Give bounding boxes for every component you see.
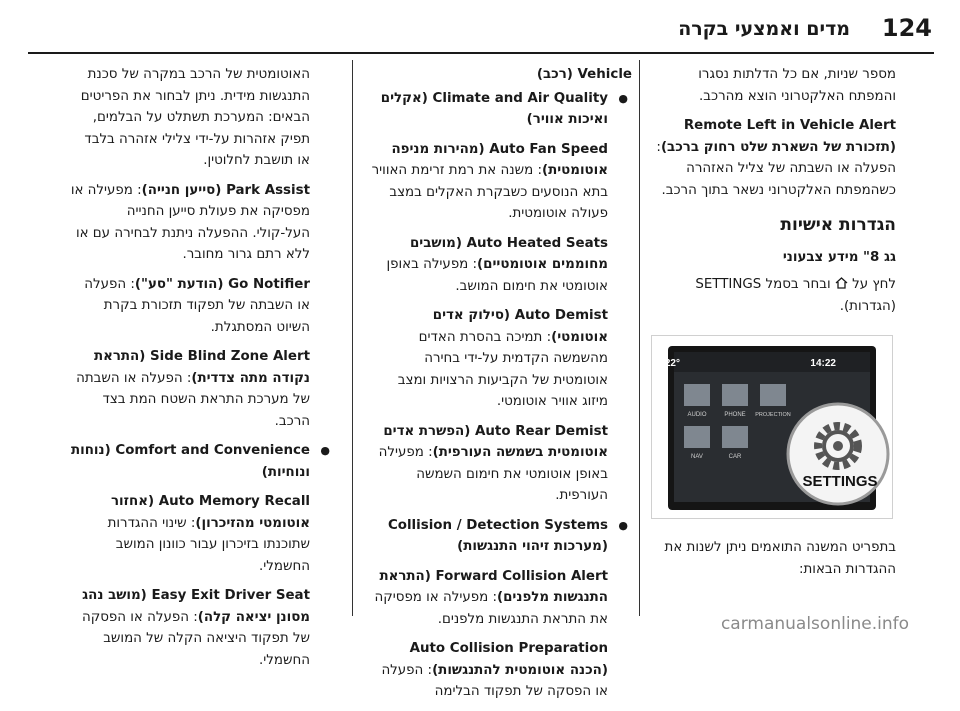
easy-exit-text: : הפעלה או הפסקה של תפקוד היציאה הקלה של המושב החשמלי.	[81, 609, 310, 668]
app-label-nav: NAV	[691, 454, 703, 460]
park-item	[70, 180, 310, 266]
settings-screen-figure	[651, 335, 893, 519]
column-divider-left	[352, 60, 353, 616]
page-header	[0, 0, 960, 52]
acp-title: Auto Collision Preparation (הכנה אוטומטית להתנגשות)	[409, 641, 608, 678]
intro-paragraph: מספר שניות, אם כל הדלתות נסגרו והמפתח האלקטרוני הוצא מהרכב.	[698, 67, 896, 104]
remote-left-item	[650, 115, 896, 201]
seats-item	[370, 233, 608, 298]
fca-text: : מפעילה או מפסיקה את התראת התנגשות מלפנים.	[374, 590, 608, 627]
climate-bullet: ● Climate and Air Quality (אקלים ואיכות אוויר)	[370, 88, 608, 131]
settings-callout-label: SETTINGS	[802, 473, 878, 490]
go-notifier-title: Go Notifier (הודעת "סע")	[134, 276, 310, 292]
rear-demist-text: : מפעילה באופן אוטומטי את חימום השמשה העורפית.	[378, 445, 608, 503]
park-text: : מפעילה או מפסיקה את פעולת סייען החנייה העל-קולי. ההפעלה ניתנת לבחירה עם או ללא רתם גרור מחובר.	[70, 182, 310, 262]
figure-caption: בתפריט המשנה התואמים ניתן לשנות את ההגדרות הבאות:	[664, 540, 896, 577]
go-notifier-item	[70, 274, 310, 339]
memory-text: : שינוי ההגדרות שתוכנתו בזיכרון עבור כוונון המושב החשמלי.	[107, 515, 310, 574]
fan-item	[370, 139, 608, 225]
sbza-text: : הפעלה או השבתה של מערכת התראת השטח המת בצד הרכב.	[76, 370, 310, 429]
easy-exit-item	[70, 585, 310, 671]
settings-zoom-callout[interactable]	[788, 404, 888, 504]
personal-settings-heading: הגדרות אישיות	[780, 215, 896, 235]
fca-title: Forward Collision Alert (התראת התנגשות מלפנים)	[379, 568, 608, 605]
left-column	[70, 64, 310, 679]
comfort-bullet: ● Comfort and Convenience (נוחות ונוחיות)	[70, 440, 310, 483]
acp-text: : הפעלה או הפסקה של תפקוד הבלימה	[381, 662, 608, 699]
app-label-audio: AUDIO	[687, 412, 707, 418]
app-label-phone: PHONE	[724, 412, 746, 418]
rear-demist-item	[370, 421, 608, 507]
app-phone[interactable]	[722, 384, 748, 418]
remote-left-text: : הפעלה או השבתה של צליל האזהרה כשהמפתח האלקטרוני נשאר בתוך הרכב.	[656, 139, 896, 198]
seats-title: Auto Heated Seats (מושבים מחוממים אוטומטיים)	[409, 235, 608, 272]
infotainment-screen	[652, 336, 892, 518]
column-divider-right	[639, 60, 640, 616]
sbza-item	[70, 346, 310, 432]
fca-item	[370, 566, 608, 631]
right-column	[650, 64, 896, 588]
demist-title: Auto Demist (סילוק אדים אוטומטי)	[432, 308, 608, 345]
gauge-heading: גג 8" מידע צבעוני	[782, 249, 896, 265]
acp-item	[370, 638, 608, 703]
acp-continued: האוטומטית של הרכב במקרה של סכנת התנגשות מידית. ניתן לבחור את הפריטים הבאים: המערכת תשתלט על הבלמים, תפיק אזהרות על-ידי צלילי אזהרה בלבד או תושבת לחלוטין.	[80, 67, 310, 168]
middle-column	[370, 64, 632, 711]
fan-text: : משנה את רמת זרימת האוויר בתא הנוסעים כשבקרת האקלים במצב פעולה אוטומטית.	[371, 163, 608, 221]
home-icon	[835, 277, 848, 289]
header-rule	[28, 52, 934, 54]
app-label-car: CAR	[728, 454, 742, 460]
app-projection[interactable]	[755, 384, 790, 418]
memory-item	[70, 491, 310, 577]
page-title: מדים ואמצעי בקרה	[678, 18, 850, 40]
press-instruction: לחץ על ובחר בסמל SETTINGS (הגדרות).	[695, 277, 896, 314]
app-audio[interactable]	[684, 384, 710, 418]
remote-left-title: Remote Left in Vehicle Alert (תזכורת של השארת שלט רחוק ברכב)	[660, 118, 896, 155]
page-number: 124	[881, 14, 932, 42]
watermark: carmanualsonline.info	[720, 614, 910, 634]
screen-clock: 14:22	[810, 358, 836, 369]
collision-bullet: ● Collision / Detection Systems (מערכות זיהוי התנגשות)	[370, 515, 608, 558]
demist-item	[370, 305, 608, 413]
sbza-title: Side Blind Zone Alert (התראת נקודה מתה צדדית)	[93, 349, 310, 386]
vehicle-section-title: Vehicle (רכב)	[536, 67, 632, 82]
park-title: Park Assist (סייען חנייה)	[141, 182, 310, 198]
screen-temp: 22°	[664, 358, 680, 369]
seats-text: : מפעילה באופן אוטומטי את חימום המושב.	[386, 257, 608, 294]
demist-text: : תמיכה בהסרת האדים מהשמשה הקדמית על-ידי בחירה אוטומטית של הקביעות הרצויות ומצב מיזוג אוויר אוטומטי.	[397, 329, 608, 409]
easy-exit-title: Easy Exit Driver Seat (מושב נהג מסונן יציאה קלה)	[82, 588, 310, 625]
go-notifier-text: : הפעלה או השבתה של תפקוד תזכורת בקרת השיוט המסתגלת.	[84, 276, 310, 335]
fan-title: Auto Fan Speed (מהירות מניפה אוטומטית)	[391, 141, 608, 178]
memory-title: Auto Memory Recall (אחזור אוטומטי מהזיכרון)	[110, 494, 310, 531]
app-label-projection: PROJECTION	[755, 412, 791, 418]
rear-demist-title: Auto Rear Demist (הפשרת אדים אוטומטית בשמשה העורפית)	[383, 423, 608, 460]
